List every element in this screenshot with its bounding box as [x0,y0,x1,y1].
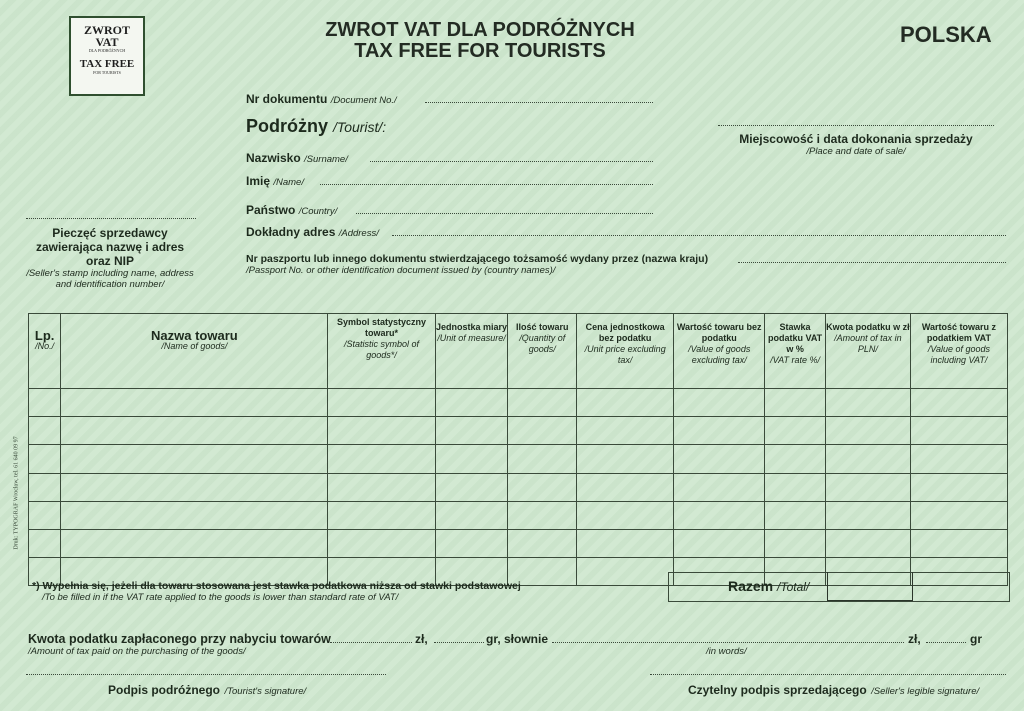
traveller-heading: Podróżny /Tourist/: [246,116,387,136]
table-row[interactable] [29,473,1008,501]
traveller-signature-label: Podpis podróżnego /Tourist's signature/ [108,683,307,697]
col-header: Symbol statystyczny towaru* [336,317,426,338]
tax-zl-field[interactable] [330,642,412,643]
address-label: Dokładny adres /Address/ [246,225,379,239]
seller-signature-label: Czytelny podpis sprzedającego /Seller's legible signature/ [688,683,980,697]
col-header: Lp. [34,328,55,343]
table-row[interactable] [29,417,1008,445]
place-date-pl: Miejscowość i data dokonania sprzedaży [739,132,973,146]
table-header-row: Lp. /No./ Nazwa towaru /Name of goods/ Symbol statystyczny towaru* /Statistic symbol of goods*/ Jednostka miary /Unit of measure/ Ilość towaru /Quantity of goods/ Cena jednostkowa bez podatku /Unit price excluding tax/ Wartość towaru bez podatku /Value of goods excluding tax/ Stawka podatku VAT w % /VAT rate %/ Kwota podatku w zł /Amount of tax in PLN/ Wartość towaru z podatkiem VAT /Value of goods including VAT/ [29,314,1008,389]
col-header: Nazwa towaru [151,328,238,343]
stamp-en: /Seller's stamp including name, address [26,268,194,279]
passport-field[interactable] [738,262,1006,263]
seller-stamp-field[interactable] [26,218,196,219]
tax-free-logo [69,16,145,96]
passport-label-en: /Passport No. or other identification document issued by (country names)/ [246,265,556,276]
place-date-en: /Place and date of sale/ [806,146,906,157]
name-field[interactable] [320,184,653,185]
col-header: Wartość towaru bez podatku [676,322,762,343]
name-label: Imię /Name/ [246,174,304,188]
logo-line: ZWROT [83,23,130,37]
footnote [32,580,521,603]
gr-label: gr [970,632,982,646]
stamp-pl: Pieczęć sprzedawcy [52,226,168,240]
tax-gr-field[interactable] [434,642,484,643]
logo-line: FOR TOURISTS [93,70,121,75]
zl-label: zł, [908,632,921,646]
col-header: Stawka podatku VAT w % [767,322,823,354]
stamp-pl: zawierająca nazwę i adres [35,240,185,254]
col-header: Cena jednostkowa bez podatku [585,322,665,343]
col-header: Jednostka miary [435,322,507,332]
title-en: TAX FREE FOR TOURISTS [354,40,606,62]
table-row[interactable] [29,501,1008,529]
stamp-en: and identification number/ [55,279,165,290]
gr-words-label: gr, słownie [486,632,549,646]
footnote-en: /To be filled in if the VAT rate applied to the goods is lower than standard rate of VAT/ [42,592,399,603]
doc-no-field[interactable] [425,102,653,103]
country-heading: POLSKA [900,22,992,47]
country-field[interactable] [356,213,653,214]
table-row[interactable] [29,445,1008,473]
passport-label-pl: Nr paszportu lub innego dokumentu stwierdzającego tożsamość wydany przez (nazwa kraju) [246,253,709,265]
surname-field[interactable] [370,161,653,162]
zl-label: zł, [415,632,428,646]
goods-table [28,313,1008,586]
table-row[interactable] [29,529,1008,557]
seller-stamp-label [10,226,210,290]
doc-no-label: Nr dokumentu /Document No./ [246,92,397,106]
passport-label [246,253,708,276]
total-tax-field[interactable] [827,572,913,601]
logo-line: VAT [95,35,119,49]
col-header: Ilość towaru [516,322,569,332]
col-header: Wartość towaru z podatkiem VAT [921,322,997,343]
stamp-pl: oraz NIP [85,254,134,268]
printer-imprint: Druk: TYPOGRAF Wrocław, tel. 61 640 09 97 [13,436,20,550]
in-words-en: /in words/ [706,646,747,657]
total-label: Razem /Total/ [728,578,810,594]
surname-label: Nazwisko /Surname/ [246,151,348,165]
footnote-pl: *) Wypełnia się, jeżeli dla towaru stosowana jest stawka podatkowa niższa od stawki podstawowej [32,580,521,592]
logo-line: DLA PODRÓŻNYCH [88,48,126,53]
logo-line: TAX FREE [79,58,135,70]
title-pl: ZWROT VAT DLA PODRÓŻNYCH [325,19,635,41]
table-row[interactable] [29,389,1008,417]
address-field[interactable] [392,235,1006,236]
col-header: Kwota podatku w zł [826,322,910,332]
tax-gr2-field[interactable] [926,642,966,643]
place-date-field[interactable] [718,125,994,126]
tax-words-field[interactable] [552,642,904,643]
place-date-label [718,132,994,157]
form-title [230,20,730,62]
seller-signature-field[interactable] [650,674,1006,675]
country-label: Państwo /Country/ [246,203,338,217]
traveller-signature-field[interactable] [26,674,386,675]
tax-paid-en: /Amount of tax paid on the purchasing of the goods/ [28,646,246,657]
tax-paid-label: Kwota podatku zapłaconego przy nabyciu towarów [28,632,331,646]
